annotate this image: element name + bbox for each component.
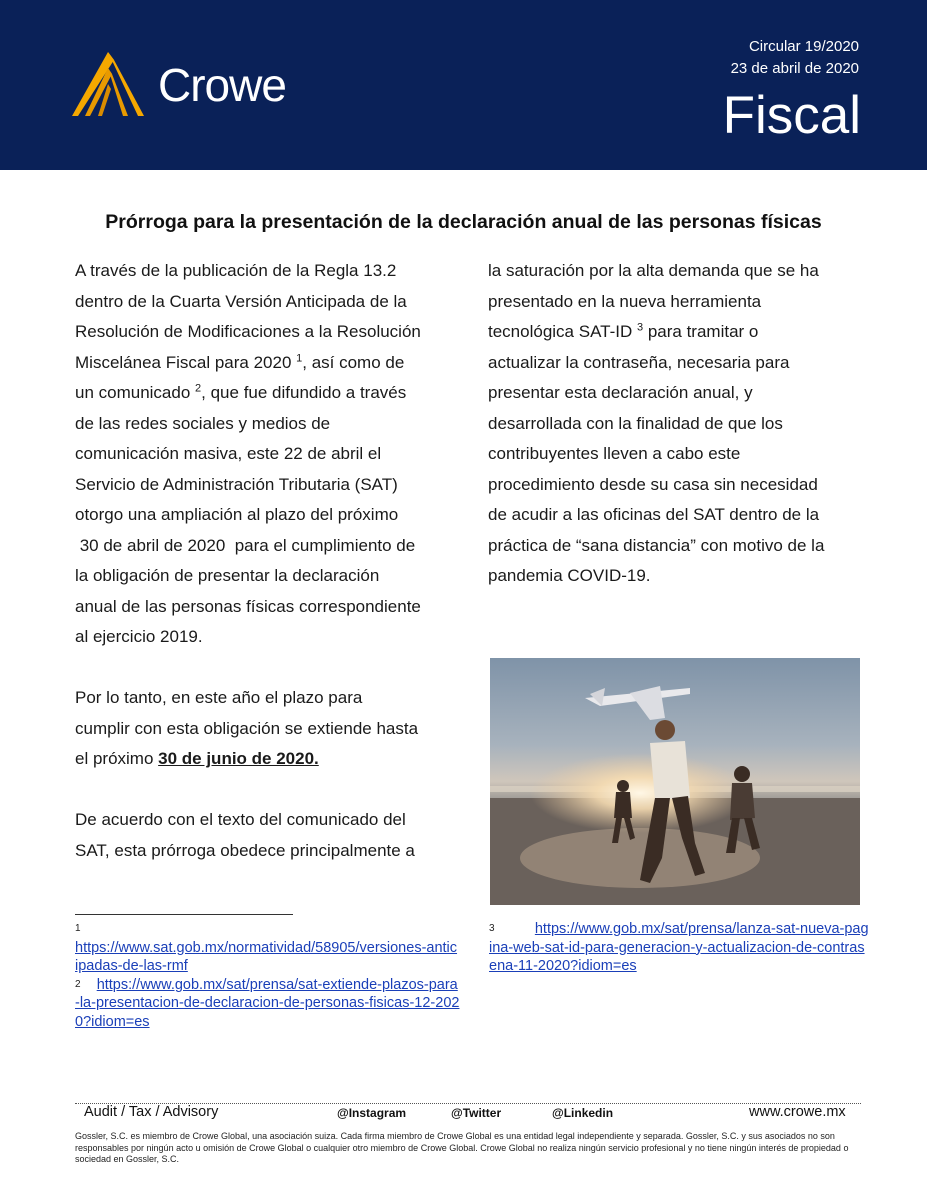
body-line: la saturación por la alta demanda que se ha bbox=[488, 261, 819, 280]
left-column bbox=[75, 256, 475, 866]
body-line bbox=[75, 348, 475, 379]
header-banner bbox=[0, 0, 927, 170]
right-column bbox=[488, 256, 863, 592]
footnote-3 bbox=[489, 920, 869, 976]
footnote-ref-2[interactable]: 2 bbox=[195, 382, 202, 395]
footnote-number: 3 bbox=[489, 923, 495, 934]
body-line bbox=[75, 744, 475, 775]
instagram-link[interactable]: @Instagram bbox=[337, 1106, 407, 1120]
footnotes-right bbox=[489, 920, 869, 976]
body-line: contribuyentes lleven a cabo este bbox=[488, 444, 741, 463]
body-text: un comunicado bbox=[75, 383, 196, 402]
legal-disclaimer: Gossler, S.C. es miembro de Crowe Global, una asociación suiza. Cada firma miembro de Crowe Global es una entidad legal independiente y separada. Gossler, S.C. y sus asociados no son responsables por ningún acto u omisión de Crowe Global o cualquier otro miembro de Crowe Global. Crowe Global no realiza ningún servicio profesional y no tiene ningún interés de propiedad o sociedad en Gossler, S.C. bbox=[75, 1131, 849, 1164]
footnote-number: 2 bbox=[75, 978, 81, 990]
services-label: Audit / Tax / Advisory bbox=[84, 1104, 219, 1120]
footnote-1 bbox=[75, 920, 460, 976]
body-text: , así como de bbox=[302, 352, 405, 372]
body-line: presentado en la nueva herramienta bbox=[488, 291, 762, 311]
body-line: A través de la publicación de la Regla 13.2 bbox=[75, 261, 397, 280]
circular-date: 23 de abril de 2020 bbox=[730, 60, 859, 77]
body-line: Resolución de Modificaciones a la Resolución bbox=[75, 322, 421, 341]
deadline-highlight: 30 de junio de 2020. bbox=[158, 749, 319, 768]
brand-name: Crowe bbox=[158, 59, 286, 111]
footnote-2 bbox=[75, 976, 460, 1032]
body-text: el próximo bbox=[75, 749, 159, 768]
body-line: desarrollada con la finalidad de que los bbox=[488, 413, 783, 433]
body-line: comunicación masiva, este 22 de abril el bbox=[75, 444, 382, 463]
body-line: la obligación de presentar la declaración bbox=[75, 566, 380, 585]
footnote-ref-3[interactable]: 3 bbox=[636, 321, 644, 334]
body-line: De acuerdo con el texto del comunicado del bbox=[75, 810, 406, 829]
document-title: Prórroga para la presentación de la declaración anual de las personas físicas bbox=[105, 211, 822, 233]
body-line: procedimiento desde su casa sin necesidad bbox=[488, 474, 818, 494]
body-line: Servicio de Administración Tributaria (SAT) bbox=[75, 474, 398, 494]
body-line: al ejercicio 2019. bbox=[75, 627, 203, 646]
body-text: Miscelánea Fiscal para 2020 bbox=[75, 352, 297, 372]
footnote-3-link[interactable]: https://www.gob.mx/sat/prensa/lanza-sat-nueva-pagina-web-sat-id-para-generacion-y-actualizacion-de-contrasena-11-2020?idiom=es bbox=[489, 921, 869, 974]
body-line: 30 de abril de 2020 para el cumplimiento de bbox=[75, 535, 416, 555]
body-line: pandemia COVID-19. bbox=[488, 566, 651, 585]
twitter-link[interactable]: @Twitter bbox=[451, 1106, 502, 1120]
body-text: , que fue difundido a través bbox=[201, 383, 407, 402]
footnotes-left bbox=[75, 920, 460, 1031]
body-line: presentar esta declaración anual, y bbox=[488, 383, 753, 402]
body-line: de acudir a las oficinas del SAT dentro de la bbox=[488, 505, 820, 524]
body-text: para tramitar o bbox=[643, 322, 759, 341]
body-line: práctica de “sana distancia” con motivo de la bbox=[488, 535, 825, 555]
body-line: otorgo una ampliación al plazo del próximo bbox=[75, 505, 399, 524]
body-line bbox=[75, 378, 475, 409]
website-link[interactable]: www.crowe.mx bbox=[749, 1104, 846, 1120]
body-line bbox=[488, 317, 863, 348]
footnote-2-link[interactable]: https://www.gob.mx/sat/prensa/sat-extiende-plazos-para-la-presentacion-de-declaracion-de-personas-fisicas-12-2020?idiom=es bbox=[75, 976, 460, 1030]
body-line: cumplir con esta obligación se extiende hasta bbox=[75, 718, 419, 738]
footnote-divider bbox=[75, 914, 293, 915]
crowe-logo-icon bbox=[68, 50, 148, 120]
body-line: anual de las personas físicas correspondiente bbox=[75, 596, 421, 616]
footnote-1-link[interactable]: https://www.sat.gob.mx/normatividad/58905/versiones-anticipadas-de-las-rmf bbox=[75, 939, 458, 974]
circular-info bbox=[731, 36, 859, 80]
linkedin-link[interactable]: @Linkedin bbox=[552, 1106, 614, 1120]
body-line: de las redes sociales y medios de bbox=[75, 413, 331, 433]
section-title: Fiscal bbox=[722, 86, 861, 145]
body-line: SAT, esta prórroga obedece principalmente a bbox=[75, 840, 415, 860]
footnote-ref-1[interactable]: 1 bbox=[296, 351, 303, 364]
body-line: dentro de la Cuarta Versión Anticipada de la bbox=[75, 291, 407, 311]
body-line: Por lo tanto, en este año el plazo para bbox=[75, 688, 363, 707]
circular-number: Circular 19/2020 bbox=[748, 38, 859, 55]
beach-children-photo bbox=[490, 658, 860, 905]
footer-bar bbox=[0, 1104, 927, 1124]
body-line: actualizar la contraseña, necesaria para bbox=[488, 352, 790, 372]
footnote-number: 1 bbox=[75, 923, 81, 934]
body-text: tecnológica SAT-ID bbox=[488, 322, 637, 341]
